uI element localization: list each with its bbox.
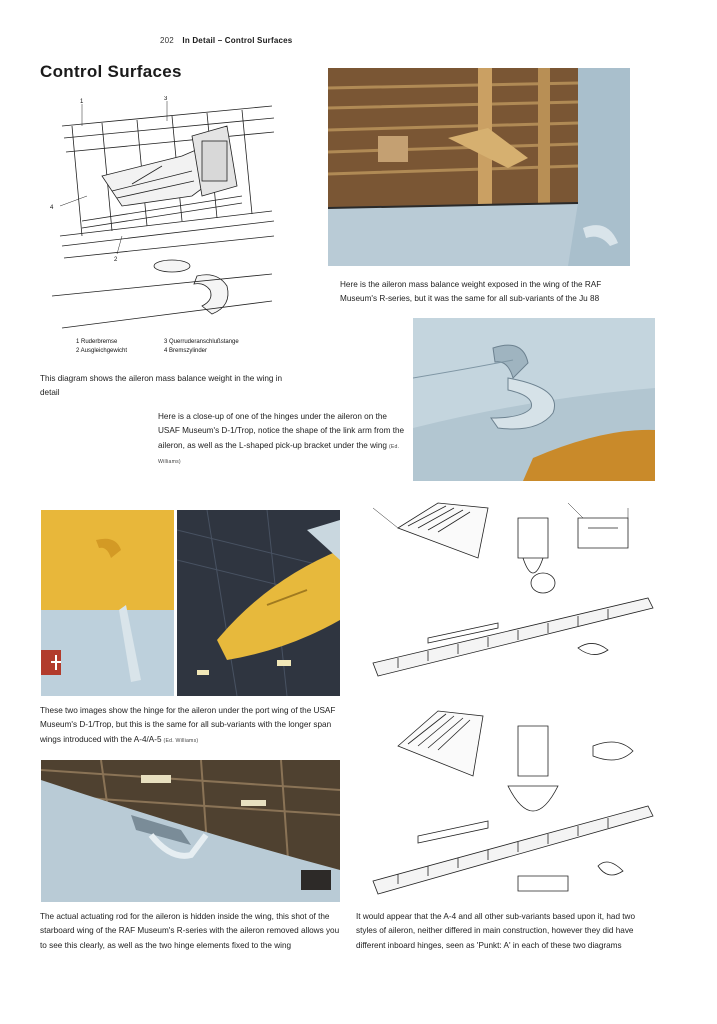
- aileron-diagram-upper: [368, 498, 660, 704]
- callout-3: 3: [164, 96, 168, 102]
- caption-hinge-pair: [40, 704, 340, 748]
- diagram-caption: This diagram shows the aileron mass balance weight in the wing in detail: [40, 374, 283, 398]
- photo-actuating-rod: [41, 760, 340, 902]
- mass-balance-drawing: [42, 96, 282, 334]
- photo-pair-credit: (Ed. Williams): [163, 737, 199, 744]
- caption-hinge-closeup: [158, 410, 406, 470]
- caption-hinge-pair-text: These two images show the hinge for the aileron under the port wing of the USAF Museum's D-1/Trop, but this is the same for all sub-variants with the longer span wings introduced with the A-4/A-5: [40, 706, 336, 744]
- caption-aileron-diagrams: It would appear that the A-4 and all other sub-variants based upon it, had two styles of aileron, neither differed in main construction, however they did have different inboard hinges, seen as 'Punkt: A' in each of these two diagrams: [356, 912, 636, 950]
- caption-actuating-rod: The actual actuating rod for the aileron is hidden inside the wing, this shot of the starboard wing of the RAF Museum's R-series with the aileron removed allows you to see this clearly, as well as the two hinge elements fixed to the wing: [40, 912, 340, 950]
- page-title: Control Surfaces: [40, 62, 182, 81]
- photo-aileron-hinge-closeup: [413, 318, 655, 481]
- photo-port-wing-hinge-right: [177, 510, 340, 696]
- caption-hinge-closeup-text: Here is a close-up of one of the hinges under the aileron on the USAF Museum's D-1/Trop, notice the shape of the link arm from the aileron, as well as the L-shaped pick-up bracket under the wing: [158, 412, 405, 450]
- legend-item-1: 1 Ruderbremse: [76, 339, 118, 345]
- diagram-legend: [76, 338, 276, 356]
- legend-item-4: 4 Bremszylinder: [164, 348, 208, 354]
- photo-port-wing-hinge-left: [41, 510, 174, 696]
- legend-item-2: 2 Ausgleichgewicht: [76, 348, 128, 354]
- callout-2: 2: [114, 257, 118, 263]
- callout-1: 1: [80, 99, 84, 105]
- aileron-diagram-lower: [368, 706, 660, 906]
- page-number: 202: [160, 36, 174, 45]
- section-title: In Detail – Control Surfaces: [182, 36, 293, 45]
- callout-4: 4: [50, 205, 54, 211]
- running-header: [160, 36, 292, 45]
- photo-credit: (Ed. Williams): [158, 443, 400, 466]
- photo-mass-balance-weight: [328, 68, 630, 266]
- legend-item-3: 3 Querruderanschlußstange: [164, 339, 239, 345]
- mass-balance-diagram: [42, 96, 282, 334]
- caption-mass-balance-photo: Here is the aileron mass balance weight exposed in the wing of the RAF Museum's R-series, but it was the same for all sub-variants of the Ju 88: [340, 280, 602, 304]
